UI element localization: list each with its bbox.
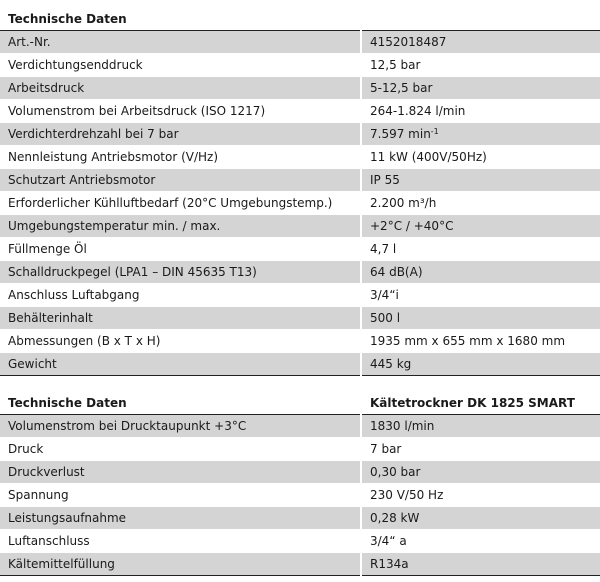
- spec-value: 5-12,5 bar: [361, 77, 600, 100]
- spec-value: 7.597 $\min^{-1}$: [361, 123, 600, 146]
- spec-label: Anschluss Luftabgang: [0, 284, 361, 307]
- spec-label: Leistungsaufnahme: [0, 507, 361, 530]
- table-row: [0, 31, 600, 54]
- table-row: [0, 530, 600, 553]
- spec-value: 1830 l/min: [361, 415, 600, 438]
- spec-label: Verdichtungsenddruck: [0, 54, 361, 77]
- spec-label: Volumenstrom bei Drucktaupunkt +3°C: [0, 415, 361, 438]
- spec-value: R134a: [361, 553, 600, 576]
- table-row: [0, 438, 600, 461]
- spec-label: Art.-Nr.: [0, 31, 361, 54]
- spec-label: Kältemittelfüllung: [0, 553, 361, 576]
- spec-value: 11 kW (400V/50Hz): [361, 146, 600, 169]
- spec-label: Schalldruckpegel (LPA1 – DIN 45635 T13): [0, 261, 361, 284]
- spec-label: Luftanschluss: [0, 530, 361, 553]
- spec-value: 12,5 bar: [361, 54, 600, 77]
- spec-label: Nennleistung Antriebsmotor (V/Hz): [0, 146, 361, 169]
- table-row: [0, 54, 600, 77]
- spec-label: Schutzart Antriebsmotor: [0, 169, 361, 192]
- spec-value: 230 V/50 Hz: [361, 484, 600, 507]
- spec-value: 1935 mm x 655 mm x 1680 mm: [361, 330, 600, 353]
- spec-value: 64 dB(A): [361, 261, 600, 284]
- table-row: [0, 553, 600, 576]
- table-row: [0, 330, 600, 353]
- table-header-value: Kältetrockner DK 1825 SMART: [361, 392, 600, 415]
- spec-label: Verdichterdrehzahl bei 7 bar: [0, 123, 361, 146]
- spec-value: 3/4“i: [361, 284, 600, 307]
- spec-label: Spannung: [0, 484, 361, 507]
- table-row: [0, 284, 600, 307]
- table-header-row: [0, 392, 600, 415]
- table-row: [0, 123, 600, 146]
- table-row: [0, 215, 600, 238]
- spec-value: 4152018487: [361, 31, 600, 54]
- spec-label: Erforderlicher Kühlluftbedarf (20°C Umgebungstemp.): [0, 192, 361, 215]
- technical-data-table-dryer: [0, 392, 600, 576]
- spec-label: Druckverlust: [0, 461, 361, 484]
- table-row: [0, 507, 600, 530]
- table-row: [0, 484, 600, 507]
- table-header-label: Technische Daten: [0, 392, 361, 415]
- table-row: [0, 415, 600, 438]
- table-row: [0, 146, 600, 169]
- table-header-row: [0, 8, 600, 31]
- table-row: [0, 238, 600, 261]
- table-row: [0, 461, 600, 484]
- table-row: [0, 169, 600, 192]
- table-row: [0, 77, 600, 100]
- spec-value: 264-1.824 l/min: [361, 100, 600, 123]
- spec-label: Füllmenge Öl: [0, 238, 361, 261]
- spec-value: IP 55: [361, 169, 600, 192]
- table-row: [0, 307, 600, 330]
- spec-label: Umgebungstemperatur min. / max.: [0, 215, 361, 238]
- exponent: -1: [430, 127, 439, 136]
- table-row: [0, 261, 600, 284]
- spec-value: 500 l: [361, 307, 600, 330]
- spec-label: Abmessungen (B x T x H): [0, 330, 361, 353]
- spec-value: 0,30 bar: [361, 461, 600, 484]
- spec-value: 4,7 l: [361, 238, 600, 261]
- spec-label: Gewicht: [0, 353, 361, 376]
- spec-label: Behälterinhalt: [0, 307, 361, 330]
- table-header-value: [361, 8, 600, 31]
- spec-value: 445 kg: [361, 353, 600, 376]
- spec-label: Arbeitsdruck: [0, 77, 361, 100]
- table-row: [0, 100, 600, 123]
- technical-data-table-compressor: [0, 8, 600, 376]
- table-header-label: Technische Daten: [0, 8, 361, 31]
- spec-value: +2°C / +40°C: [361, 215, 600, 238]
- spec-label: Druck: [0, 438, 361, 461]
- table-row: [0, 353, 600, 376]
- spec-value: 2.200 m³/h: [361, 192, 600, 215]
- spec-value: 7 bar: [361, 438, 600, 461]
- spec-label: Volumenstrom bei Arbeitsdruck (ISO 1217): [0, 100, 361, 123]
- spec-value: 3/4“ a: [361, 530, 600, 553]
- spec-value: 0,28 kW: [361, 507, 600, 530]
- table-row: [0, 192, 600, 215]
